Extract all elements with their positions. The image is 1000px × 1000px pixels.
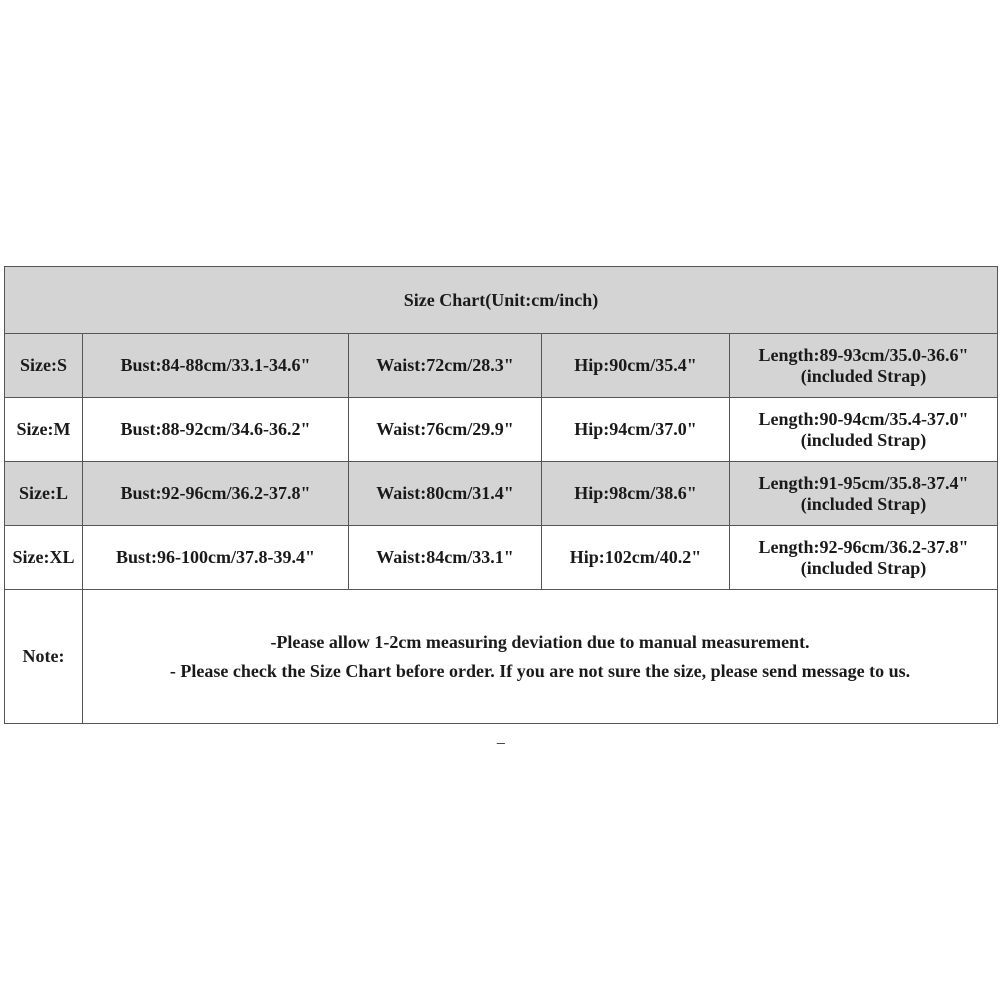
- strap-note: (included Strap): [800, 429, 927, 450]
- hip-cell: Hip:90cm/35.4": [542, 334, 730, 398]
- hip-cell: Hip:94cm/37.0": [542, 398, 730, 462]
- length-cell: [730, 526, 998, 590]
- table-row: [5, 462, 998, 526]
- bust-cell: Bust:88-92cm/34.6-36.2": [83, 398, 349, 462]
- note-row: [5, 590, 998, 724]
- length-value: Length:89-93cm/35.0-36.6": [758, 344, 969, 365]
- length-value: Length:92-96cm/36.2-37.8": [758, 536, 969, 557]
- strap-note: (included Strap): [800, 493, 927, 514]
- bust-cell: Bust:84-88cm/33.1-34.6": [83, 334, 349, 398]
- title-row: [5, 267, 998, 334]
- size-cell: Size:L: [5, 462, 83, 526]
- waist-cell: Waist:84cm/33.1": [349, 526, 542, 590]
- length-value: Length:90-94cm/35.4-37.0": [758, 408, 969, 429]
- length-cell: [730, 334, 998, 398]
- waist-cell: Waist:72cm/28.3": [349, 334, 542, 398]
- strap-note: (included Strap): [800, 557, 927, 578]
- note-label: Note:: [5, 590, 83, 724]
- size-cell: Size:M: [5, 398, 83, 462]
- length-cell: [730, 462, 998, 526]
- size-chart-table: [4, 266, 998, 724]
- stray-underscore-mark: _: [497, 728, 505, 744]
- length-cell: [730, 398, 998, 462]
- size-cell: Size:S: [5, 334, 83, 398]
- size-chart-title: Size Chart(Unit:cm/inch): [5, 267, 998, 334]
- note-line-1: -Please allow 1-2cm measuring deviation due to manual measurement.: [270, 631, 810, 652]
- table-row: [5, 526, 998, 590]
- bust-cell: Bust:92-96cm/36.2-37.8": [83, 462, 349, 526]
- hip-cell: Hip:102cm/40.2": [542, 526, 730, 590]
- size-cell: Size:XL: [5, 526, 83, 590]
- waist-cell: Waist:76cm/29.9": [349, 398, 542, 462]
- hip-cell: Hip:98cm/38.6": [542, 462, 730, 526]
- waist-cell: Waist:80cm/31.4": [349, 462, 542, 526]
- table-row: [5, 334, 998, 398]
- strap-note: (included Strap): [800, 365, 927, 386]
- note-line-2: - Please check the Size Chart before order. If you are not sure the size, please send message to us.: [169, 660, 911, 681]
- note-content: [83, 590, 998, 724]
- length-value: Length:91-95cm/35.8-37.4": [758, 472, 969, 493]
- table-row: [5, 398, 998, 462]
- bust-cell: Bust:96-100cm/37.8-39.4": [83, 526, 349, 590]
